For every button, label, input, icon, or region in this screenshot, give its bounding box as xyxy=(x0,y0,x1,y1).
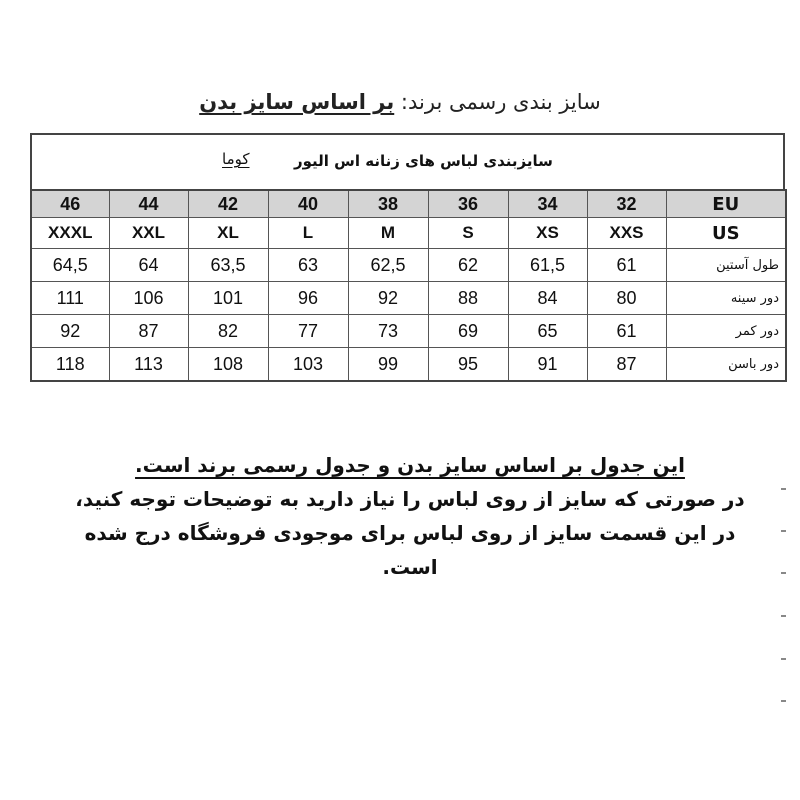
note-line-4: است. xyxy=(382,555,438,579)
eu-size-row xyxy=(31,190,786,218)
table-cell: XS xyxy=(508,218,587,249)
size-table xyxy=(30,189,787,382)
table-cell: 46 xyxy=(31,190,109,218)
table-cell: 63,5 xyxy=(188,249,268,282)
table-cell: 101 xyxy=(188,282,268,315)
table-cell: 62,5 xyxy=(348,249,428,282)
table-cell: 40 xyxy=(268,190,348,218)
table-cell: 108 xyxy=(188,348,268,382)
table-cell: 87 xyxy=(587,348,666,382)
table-banner xyxy=(30,133,785,189)
table-cell: 77 xyxy=(268,315,348,348)
size-note xyxy=(30,448,790,584)
measurement-row xyxy=(31,348,786,382)
note-line-1: این جدول بر اساس سایز بدن و جدول رسمی برند است. xyxy=(135,453,685,477)
table-cell: 84 xyxy=(508,282,587,315)
table-cell: 42 xyxy=(188,190,268,218)
note-line-2: در صورتی که سایز از روی لباس را نیاز دارید به توضیحات توجه کنید، xyxy=(75,487,745,511)
table-cell: 118 xyxy=(31,348,109,382)
row-label: دور باسن xyxy=(666,348,786,382)
table-cell: 32 xyxy=(587,190,666,218)
brand-name: کوما xyxy=(222,150,250,168)
table-cell: XXL xyxy=(109,218,188,249)
table-cell: 88 xyxy=(428,282,508,315)
table-cell: 92 xyxy=(348,282,428,315)
table-cell: 64,5 xyxy=(31,249,109,282)
table-cell: 91 xyxy=(508,348,587,382)
table-cell: 111 xyxy=(31,282,109,315)
table-cell: 34 xyxy=(508,190,587,218)
table-cell: XXS xyxy=(587,218,666,249)
table-cell: 80 xyxy=(587,282,666,315)
us-size-row xyxy=(31,218,786,249)
table-cell: 87 xyxy=(109,315,188,348)
table-cell: 73 xyxy=(348,315,428,348)
table-cell: 106 xyxy=(109,282,188,315)
table-cell: XL xyxy=(188,218,268,249)
table-cell: 82 xyxy=(188,315,268,348)
table-cell: M xyxy=(348,218,428,249)
banner-title: سایزبندی لباس های زنانه اس الیور xyxy=(294,152,553,170)
table-cell: 99 xyxy=(348,348,428,382)
page-title xyxy=(0,90,800,114)
table-cell: 65 xyxy=(508,315,587,348)
table-cell: 113 xyxy=(109,348,188,382)
table-cell: 92 xyxy=(31,315,109,348)
table-cell: 64 xyxy=(109,249,188,282)
table-cell: 44 xyxy=(109,190,188,218)
table-cell: 103 xyxy=(268,348,348,382)
row-label: دور کمر xyxy=(666,315,786,348)
title-prefix: سایز بندی رسمی برند: xyxy=(400,90,601,114)
note-line-3: در این قسمت سایز از روی لباس برای موجودی فروشگاه درج شده xyxy=(84,521,736,545)
row-label: دور سینه xyxy=(666,282,786,315)
table-cell: 61 xyxy=(587,249,666,282)
table-cell: L xyxy=(268,218,348,249)
row-label: EU xyxy=(666,190,786,218)
table-cell: 62 xyxy=(428,249,508,282)
table-cell: 36 xyxy=(428,190,508,218)
measurement-row xyxy=(31,282,786,315)
row-label: طول آستین xyxy=(666,249,786,282)
row-label: US xyxy=(666,218,786,249)
measurement-row xyxy=(31,249,786,282)
table-cell: S xyxy=(428,218,508,249)
table-cell: 69 xyxy=(428,315,508,348)
table-cell: 61,5 xyxy=(508,249,587,282)
table-cell: 38 xyxy=(348,190,428,218)
table-cell: XXXL xyxy=(31,218,109,249)
title-emphasis: بر اساس سایز بدن xyxy=(199,90,395,114)
measurement-row xyxy=(31,315,786,348)
table-cell: 61 xyxy=(587,315,666,348)
table-cell: 63 xyxy=(268,249,348,282)
table-cell: 95 xyxy=(428,348,508,382)
table-cell: 96 xyxy=(268,282,348,315)
size-chart xyxy=(30,133,785,382)
